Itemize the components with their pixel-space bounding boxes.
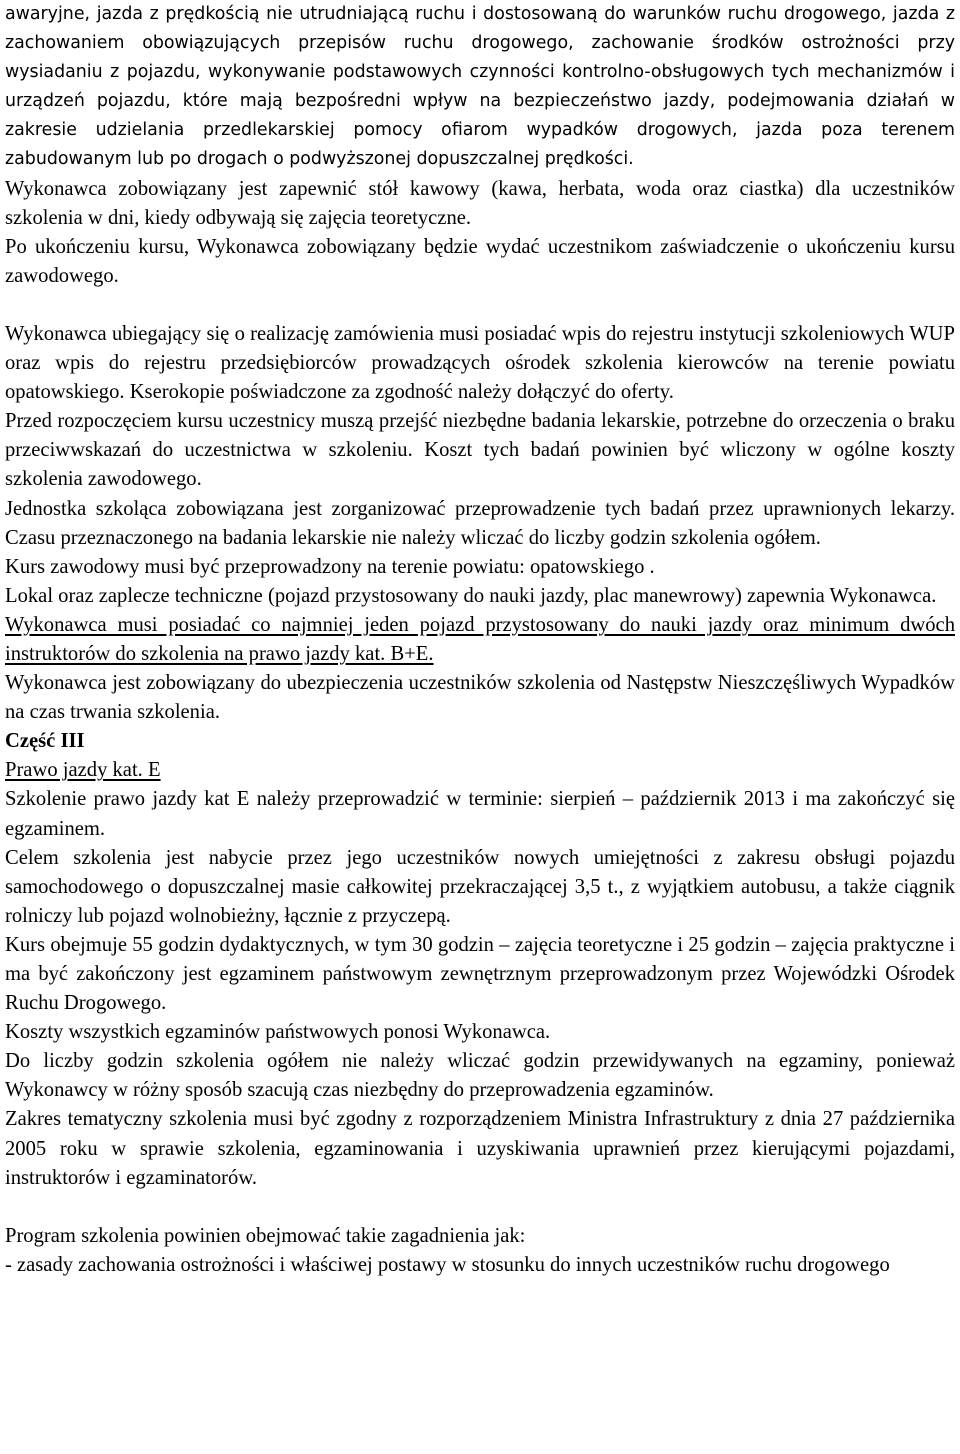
paragraph-hours: Kurs obejmuje 55 godzin dydaktycznych, w tym 30 godzin – zajęcia teoretyczne i 25 godzin – zajęcia praktyczne i ma być zakończony jest egzaminem państwowym zewnętrznym przeprowadzonym przez Wojewódzki Ośrodek Ruchu Drogowego. [5, 933, 955, 1015]
paragraph-insurance: Wykonawca jest zobowiązany do ubezpieczenia uczestników szkolenia od Następstw Nieszczęśliwych Wypadków na czas trwania szkolenia. [5, 672, 955, 724]
subheading-text: Prawo jazdy kat. E [5, 759, 161, 782]
document-page [5, 0, 955, 1280]
paragraph-coffee-table: Wykonawca zobowiązany jest zapewnić stół kawowy (kawa, herbata, woda oraz ciastka) dla uczestników szkolenia w dni, kiedy odbywają się zajęcia teoretyczne. [5, 177, 955, 229]
paragraph-course-location: Kurs zawodowy musi być przeprowadzony na terenie powiatu: opatowskiego . [5, 555, 655, 578]
paragraph-exam-organization: Jednostka szkoląca zobowiązana jest zorganizować przeprowadzenie tych badań przez uprawnionych lekarzy. Czasu przeznaczonego na badania lekarskie nie należy wliczać do liczby godzin szkolenia ogółem. [5, 497, 955, 549]
paragraph-medical-exams: Przed rozpoczęciem kursu uczestnicy muszą przejść niezbędne badania lekarskie, potrzebne do orzeczenia o braku przeciwwskazań do uczestnictwa w szkoleniu. Koszt tych badań powinien być wliczony w ogólne koszty szkolenia zawodowego. [5, 410, 955, 491]
paragraph-certificate: Po ukończeniu kursu, Wykonawca zobowiązany będzie wydać uczestnikom zaświadczenie o ukończeniu kursu zawodowego. [5, 235, 955, 287]
paragraph-exam-costs: Koszty wszystkich egzaminów państwowych ponosi Wykonawca. [5, 1021, 551, 1044]
paragraph-goal: Celem szkolenia jest nabycie przez jego uczestników nowych umiejętności z zakresu obsługi pojazdu samochodowego o dopuszczalnej masie całkowitej przekraczającej 3,5 t., z wyjątkiem autobusu, a także ciągnik rolniczy lub pojazd wolnobieżny, łącznie z przyczepą. [5, 846, 955, 927]
paragraph-driving-skills: awaryjne, jazda z prędkością nie utrudniającą ruchu i dostosowaną do warunków ruchu drogowego, jazda z zachowaniem obowiązujących przepisów ruchu drogowego, zachowanie środków ostrożności przy wysiadaniu z pojazdu, wykonywanie podstawowych czynności kontrolno-obsługowych tych mechanizmów i urządzeń pojazdu, które mają bezpośredni wpływ na bezpieczeństwo jazdy, podejmowania działań w zakresie udzielania przedlekarskiej pomocy ofiarom wypadków drogowych, jazda poza terenem zabudowanym lub po drogach o podwyższonej dopuszczalnej prędkości. [5, 4, 955, 170]
section-subheading [5, 756, 955, 785]
paragraph-spacer [5, 291, 955, 320]
paragraph-spacer [5, 1193, 955, 1222]
paragraph-facilities: Lokal oraz zaplecze techniczne (pojazd przystosowany do nauki jazdy, plac manewrowy) zapewnia Wykonawca. [5, 584, 937, 607]
section-heading: Część III [5, 730, 85, 753]
paragraph-vehicle-instructors: Wykonawca musi posiadać co najmniej jeden pojazd przystosowany do nauki jazdy oraz minimum dwóch instruktorów do szkolenia na prawo jazdy kat. B+E. [5, 613, 955, 665]
paragraph-exam-hours: Do liczby godzin szkolenia ogółem nie należy wliczać godzin przewidywanych na egzaminy, ponieważ Wykonawcy w różny sposób szacują czas niezbędny do przeprowadzenia egzaminów. [5, 1050, 955, 1102]
paragraph-schedule: Szkolenie prawo jazdy kat E należy przeprowadzić w terminie: sierpień – październik 2013 i ma zakończyć się egzaminem. [5, 788, 955, 840]
program-list-item: - zasady zachowania ostrożności i właściwej postawy w stosunku do innych uczestników ruchu drogowego [5, 1253, 890, 1276]
paragraph-regulation: Zakres tematyczny szkolenia musi być zgodny z rozporządzeniem Ministra Infrastruktury z dnia 27 października 2005 roku w sprawie szkolenia, egzaminowania i uzyskiwania uprawnień przez kierującymi pojazdami, instruktorów i egzaminatorów. [5, 1108, 955, 1189]
paragraph-registry-requirement: Wykonawca ubiegający się o realizację zamówienia musi posiadać wpis do rejestru instytucji szkoleniowych WUP oraz wpis do rejestru przedsiębiorców prowadzących ośrodek szkolenia kierowców na terenie powiatu opatowskiego. Kserokopie poświadczone za zgodność należy dołączyć do oferty. [5, 322, 955, 404]
paragraph-program-intro: Program szkolenia powinien obejmować takie zagadnienia jak: [5, 1224, 526, 1247]
